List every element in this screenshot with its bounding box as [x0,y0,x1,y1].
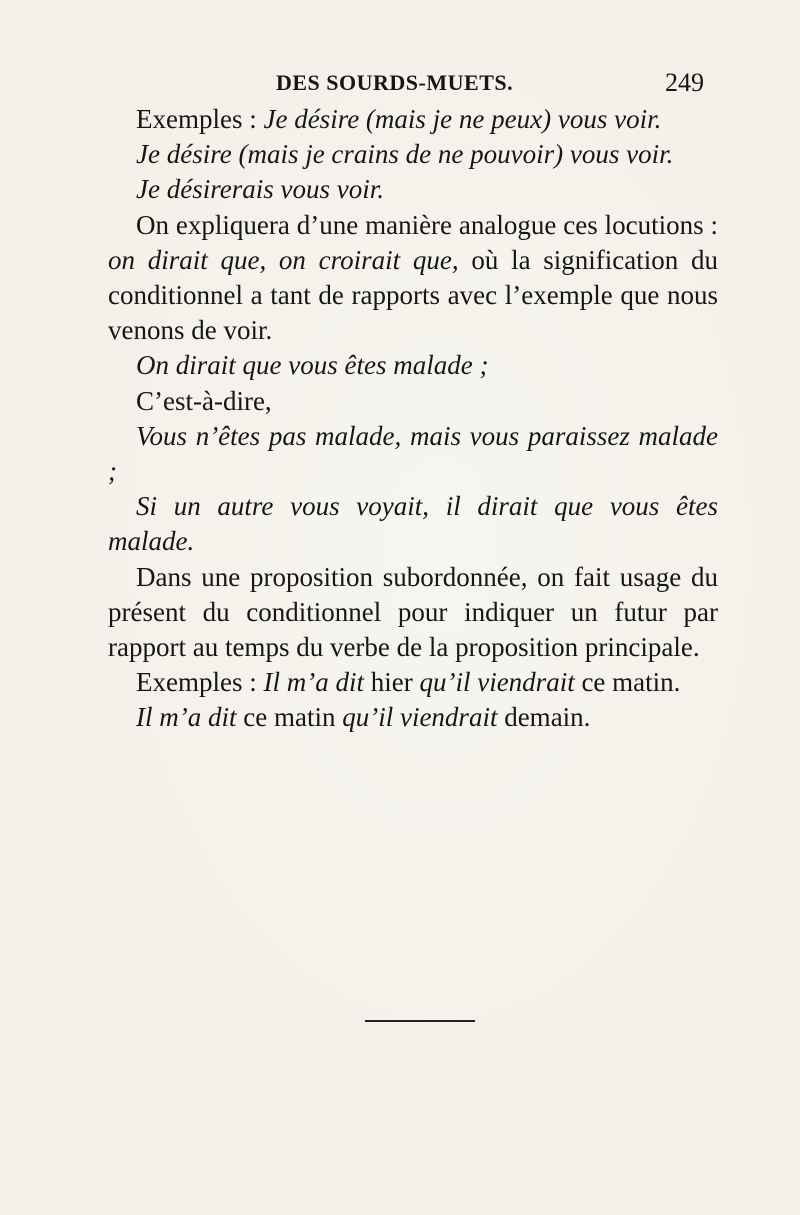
paragraph [108,700,718,735]
paragraph [108,208,718,349]
paragraph [108,560,718,666]
text-run: ce matin [236,702,343,733]
paragraph [108,137,718,172]
paragraph [108,419,718,489]
italic-text: qu’il viendrait [342,702,498,733]
paragraph [108,172,718,207]
paragraph [108,384,718,419]
text-run: C’est-à-dire, [136,385,272,416]
paragraph [108,348,718,383]
text-run: hier [363,667,420,698]
text-run: Dans une proposition subordonnée, on fait usage du présent du conditionnel pour indiquer un futur par rapport au temps du verbe de la proposition principale. [108,561,718,663]
italic-text: Je désire (mais je ne peux) vous voir. [263,104,662,134]
italic-text: Si un autre vous voyait, il dirait que vous êtes malade. [108,491,718,557]
paragraph [108,665,718,700]
running-title: DES SOURDS-MUETS. [276,70,514,95]
running-header [0,58,800,98]
text-run: Exemples : [136,104,264,134]
body-text [108,102,718,736]
italic-text: Il m’a dit [263,667,364,698]
italic-text: On dirait que vous êtes malade ; [136,350,489,381]
italic-text: Je désirerais vous voir. [136,174,384,205]
italic-text: Vous n’êtes pas malade, mais vous paraissez malade ; [108,420,718,487]
paragraph [108,102,718,137]
text-run: où la signification du conditionnel a tant de rapports avec l’exemple que nous venons de voir. [108,244,718,346]
italic-text: Il m’a dit [136,702,237,733]
italic-text: on dirait que, on croirait que, [108,244,459,275]
text-run: On expliquera d’une manière analogue ces locutions : [136,209,718,240]
italic-text: qu’il viendrait [419,667,575,698]
paragraph [108,489,718,559]
italic-text: Je désire (mais je crains de ne pouvoir) vous voir. [136,139,674,170]
text-run: demain. [497,702,591,733]
text-run: Exemples : [136,667,264,698]
section-end-rule [365,1020,475,1022]
text-run: ce matin. [574,667,681,698]
page-number: 249 [665,68,704,97]
